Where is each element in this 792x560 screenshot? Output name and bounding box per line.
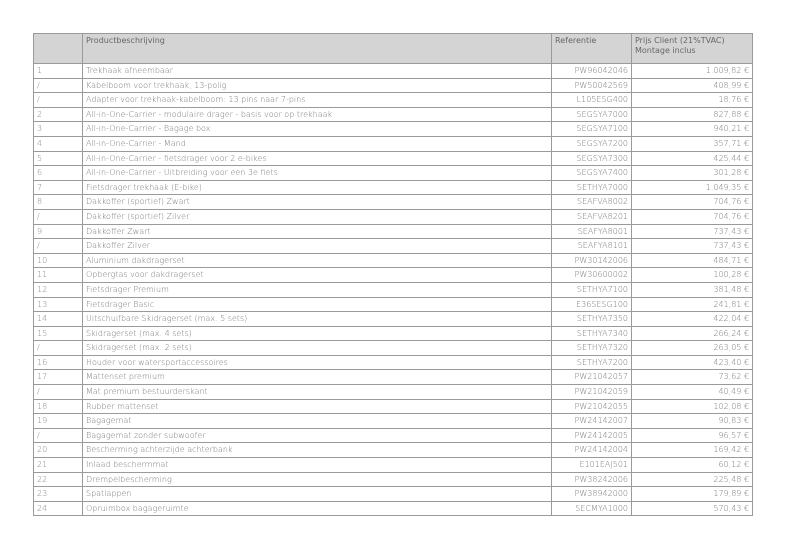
product-reference: SEGSYA7000 bbox=[552, 107, 632, 122]
product-description: Adapter voor trekhaak-kabelboom: 13 pins naar 7-pins bbox=[83, 93, 552, 108]
row-number: 14 bbox=[34, 312, 83, 327]
product-reference: E36SESG100 bbox=[552, 297, 632, 312]
table-row bbox=[34, 458, 753, 473]
product-price: 40,49 € bbox=[632, 385, 753, 400]
row-number: 23 bbox=[34, 487, 83, 502]
product-description: Dakkoffer Zilver bbox=[83, 239, 552, 254]
product-price: 381,48 € bbox=[632, 282, 753, 297]
row-number: / bbox=[34, 385, 83, 400]
product-reference: SEAFYA8001 bbox=[552, 224, 632, 239]
product-description: Dakkoffer (sportief) Zilver bbox=[83, 209, 552, 224]
product-reference: PW21042055 bbox=[552, 399, 632, 414]
product-price: 179,89 € bbox=[632, 487, 753, 502]
table-row bbox=[34, 414, 753, 429]
product-reference: PW30600002 bbox=[552, 268, 632, 283]
table-row bbox=[34, 107, 753, 122]
product-price: 102,08 € bbox=[632, 399, 753, 414]
table-body bbox=[34, 64, 753, 516]
row-number: / bbox=[34, 93, 83, 108]
product-description: Bagagemat bbox=[83, 414, 552, 429]
product-description: All-in-One-Carrier - modulaire drager - basis voor op trekhaak bbox=[83, 107, 552, 122]
product-description: Houder voor watersportaccessoires bbox=[83, 355, 552, 370]
header-price-line2: Montage inclus bbox=[635, 46, 696, 55]
product-description: Mat premium bestuurderskant bbox=[83, 385, 552, 400]
header-row bbox=[34, 34, 753, 64]
product-reference: PW21042059 bbox=[552, 385, 632, 400]
product-price: 18,76 € bbox=[632, 93, 753, 108]
table-row bbox=[34, 443, 753, 458]
product-price: 60,12 € bbox=[632, 458, 753, 473]
row-number: / bbox=[34, 78, 83, 93]
product-description: Fietsdrager trekhaak (E-bike) bbox=[83, 180, 552, 195]
row-number: 10 bbox=[34, 253, 83, 268]
table-row bbox=[34, 209, 753, 224]
header-nr bbox=[34, 34, 83, 64]
product-price: 90,83 € bbox=[632, 414, 753, 429]
product-description: Dakkoffer (sportief) Zwart bbox=[83, 195, 552, 210]
table-row bbox=[34, 370, 753, 385]
product-price: 1.049,35 € bbox=[632, 180, 753, 195]
table-row bbox=[34, 122, 753, 137]
product-price: 704,76 € bbox=[632, 195, 753, 210]
product-reference: SETHYA7350 bbox=[552, 312, 632, 327]
product-reference: PW50042569 bbox=[552, 78, 632, 93]
row-number: 8 bbox=[34, 195, 83, 210]
table-row bbox=[34, 136, 753, 151]
product-description: Opruimbox bagageruimte bbox=[83, 501, 552, 516]
product-reference: PW96042046 bbox=[552, 64, 632, 79]
row-number: 19 bbox=[34, 414, 83, 429]
table-row bbox=[34, 93, 753, 108]
table-row bbox=[34, 428, 753, 443]
row-number: 17 bbox=[34, 370, 83, 385]
product-description: Mattenset premium bbox=[83, 370, 552, 385]
product-description: Skidragerset (max. 2 sets) bbox=[83, 341, 552, 356]
product-description: Trekhaak afneembaar bbox=[83, 64, 552, 79]
row-number: 24 bbox=[34, 501, 83, 516]
product-price: 301,28 € bbox=[632, 166, 753, 181]
product-reference: PW24142005 bbox=[552, 428, 632, 443]
product-price: 169,42 € bbox=[632, 443, 753, 458]
table-row bbox=[34, 399, 753, 414]
product-reference: SEAFVA8002 bbox=[552, 195, 632, 210]
row-number: 15 bbox=[34, 326, 83, 341]
row-number: / bbox=[34, 341, 83, 356]
row-number: 21 bbox=[34, 458, 83, 473]
product-reference: PW24142004 bbox=[552, 443, 632, 458]
product-reference: PW30142006 bbox=[552, 253, 632, 268]
product-price: 266,24 € bbox=[632, 326, 753, 341]
row-number: / bbox=[34, 239, 83, 254]
product-description: Bagagemat zonder subwoofer bbox=[83, 428, 552, 443]
table-row bbox=[34, 268, 753, 283]
product-reference: PW38942000 bbox=[552, 487, 632, 502]
table-row bbox=[34, 341, 753, 356]
header-description: Productbeschrijving bbox=[83, 34, 552, 64]
product-price: 827,88 € bbox=[632, 107, 753, 122]
table-row bbox=[34, 355, 753, 370]
product-reference: SETHYA7100 bbox=[552, 282, 632, 297]
product-price: 704,76 € bbox=[632, 209, 753, 224]
product-reference: PW21042057 bbox=[552, 370, 632, 385]
product-description: Rubber mattenset bbox=[83, 399, 552, 414]
product-price: 241,81 € bbox=[632, 297, 753, 312]
product-description: Spatlappen bbox=[83, 487, 552, 502]
product-description: Inlaad beschermmat bbox=[83, 458, 552, 473]
table-row bbox=[34, 282, 753, 297]
row-number: 18 bbox=[34, 399, 83, 414]
product-description: All-in-One-Carrier - Mand bbox=[83, 136, 552, 151]
product-reference: SETHYA7320 bbox=[552, 341, 632, 356]
product-description: Dakkoffer Zwart bbox=[83, 224, 552, 239]
table-row bbox=[34, 253, 753, 268]
row-number: 6 bbox=[34, 166, 83, 181]
product-price: 96,57 € bbox=[632, 428, 753, 443]
row-number: 22 bbox=[34, 472, 83, 487]
product-description: Skidragerset (max. 4 sets) bbox=[83, 326, 552, 341]
table-row bbox=[34, 385, 753, 400]
product-price: 484,71 € bbox=[632, 253, 753, 268]
row-number: 20 bbox=[34, 443, 83, 458]
product-price: 737,43 € bbox=[632, 224, 753, 239]
product-description: Uitschuifbare Skidragerset (max. 5 sets) bbox=[83, 312, 552, 327]
row-number: 1 bbox=[34, 64, 83, 79]
table-row bbox=[34, 239, 753, 254]
product-price: 940,21 € bbox=[632, 122, 753, 137]
row-number: 2 bbox=[34, 107, 83, 122]
row-number: / bbox=[34, 209, 83, 224]
table-row bbox=[34, 180, 753, 195]
table-row bbox=[34, 501, 753, 516]
row-number: 7 bbox=[34, 180, 83, 195]
product-description: All-in-One-Carrier - fietsdrager voor 2 e-bikes bbox=[83, 151, 552, 166]
document-page bbox=[33, 33, 752, 516]
table-row bbox=[34, 312, 753, 327]
table-header bbox=[34, 34, 753, 64]
row-number: 13 bbox=[34, 297, 83, 312]
table-row bbox=[34, 166, 753, 181]
product-price: 422,04 € bbox=[632, 312, 753, 327]
product-description: Kabelboom voor trekhaak, 13-polig bbox=[83, 78, 552, 93]
product-reference: SEGSYA7400 bbox=[552, 166, 632, 181]
product-reference: PW24142007 bbox=[552, 414, 632, 429]
product-description: Drempelbescherming bbox=[83, 472, 552, 487]
product-description: Bescherming achterzijde achterbank bbox=[83, 443, 552, 458]
row-number: / bbox=[34, 428, 83, 443]
product-price: 1.009,82 € bbox=[632, 64, 753, 79]
header-price-line1: Prijs Client (21%TVAC) bbox=[635, 36, 725, 45]
product-description: Aluminium dakdragerset bbox=[83, 253, 552, 268]
product-price: 100,28 € bbox=[632, 268, 753, 283]
product-price: 73,62 € bbox=[632, 370, 753, 385]
product-description: Opbergtas voor dakdragerset bbox=[83, 268, 552, 283]
row-number: 3 bbox=[34, 122, 83, 137]
table-row bbox=[34, 195, 753, 210]
product-reference: SETHYA7200 bbox=[552, 355, 632, 370]
product-reference: SETHYA7000 bbox=[552, 180, 632, 195]
product-price: 423,40 € bbox=[632, 355, 753, 370]
header-price bbox=[632, 34, 753, 64]
row-number: 4 bbox=[34, 136, 83, 151]
table-row bbox=[34, 151, 753, 166]
product-price: 357,71 € bbox=[632, 136, 753, 151]
row-number: 11 bbox=[34, 268, 83, 283]
product-reference: E101EAJ501 bbox=[552, 458, 632, 473]
row-number: 16 bbox=[34, 355, 83, 370]
product-reference: SECMYA1000 bbox=[552, 501, 632, 516]
product-description: Fietsdrager Premium bbox=[83, 282, 552, 297]
product-description: Fietsdrager Basic bbox=[83, 297, 552, 312]
product-price: 425,44 € bbox=[632, 151, 753, 166]
price-table bbox=[33, 33, 753, 516]
product-reference: SETHYA7340 bbox=[552, 326, 632, 341]
header-reference: Referentie bbox=[552, 34, 632, 64]
table-row bbox=[34, 472, 753, 487]
row-number: 5 bbox=[34, 151, 83, 166]
table-row bbox=[34, 326, 753, 341]
product-price: 263,05 € bbox=[632, 341, 753, 356]
product-price: 570,43 € bbox=[632, 501, 753, 516]
table-row bbox=[34, 224, 753, 239]
table-row bbox=[34, 78, 753, 93]
product-description: All-in-One-Carrier - Uitbreiding voor een 3e fiets bbox=[83, 166, 552, 181]
product-reference: L105ESG400 bbox=[552, 93, 632, 108]
product-reference: PW38242006 bbox=[552, 472, 632, 487]
product-reference: SEGSYA7200 bbox=[552, 136, 632, 151]
product-reference: SEGSYA7300 bbox=[552, 151, 632, 166]
table-row bbox=[34, 487, 753, 502]
row-number: 12 bbox=[34, 282, 83, 297]
product-price: 408,99 € bbox=[632, 78, 753, 93]
product-price: 737,43 € bbox=[632, 239, 753, 254]
product-price: 225,48 € bbox=[632, 472, 753, 487]
row-number: 9 bbox=[34, 224, 83, 239]
product-reference: SEGSYA7100 bbox=[552, 122, 632, 137]
product-description: All-in-One-Carrier - Bagage box bbox=[83, 122, 552, 137]
table-row bbox=[34, 64, 753, 79]
product-reference: SEAFVA8201 bbox=[552, 209, 632, 224]
table-row bbox=[34, 297, 753, 312]
product-reference: SEAFYA8101 bbox=[552, 239, 632, 254]
